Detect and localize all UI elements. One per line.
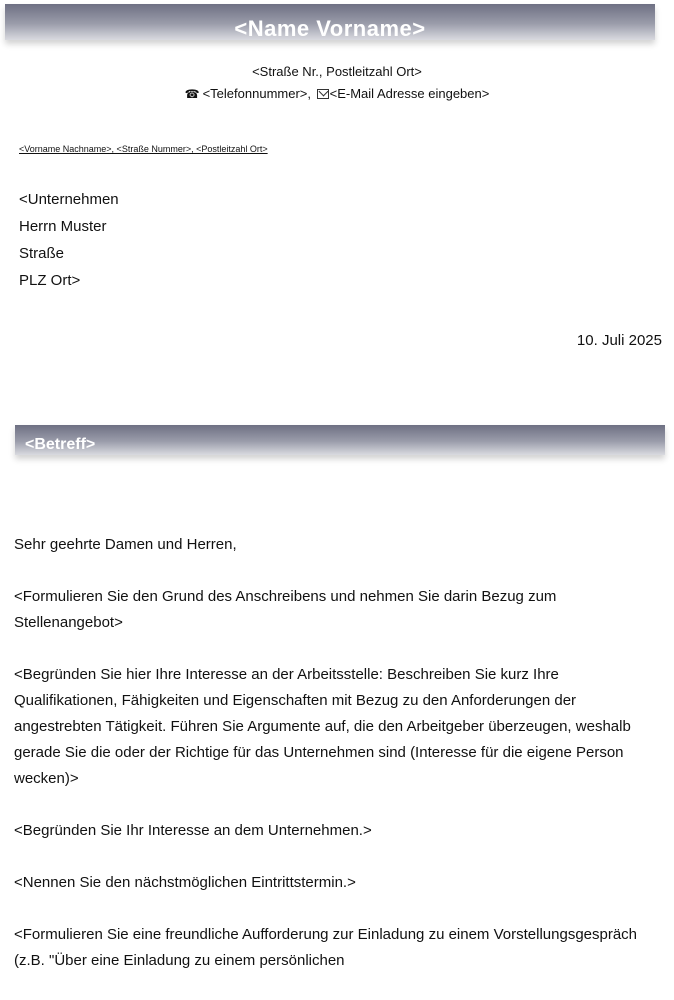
recipient-line: <Unternehmen <box>19 191 119 208</box>
header-address: <Straße Nr., Postleitzahl Ort> <box>252 64 422 79</box>
sender-return-address: <Vorname Nachname>, <Straße Nummer>, <Postleitzahl Ort> <box>19 144 268 154</box>
letter-body <box>14 532 664 1000</box>
envelope-icon <box>317 89 329 99</box>
salutation: Sehr geehrte Damen und Herren, <box>14 536 237 553</box>
letter-date: 10. Juli 2025 <box>576 332 662 349</box>
header-contact-line <box>0 86 674 101</box>
recipient-line: PLZ Ort> <box>19 272 81 289</box>
applicant-name: <Name Vorname> <box>234 16 426 40</box>
body-paragraph: <Begründen Sie Ihr Interesse an dem Unternehmen.> <box>14 822 372 839</box>
name-banner <box>5 4 655 40</box>
header-separator: , <box>307 86 311 101</box>
body-paragraph: <Nennen Sie den nächstmöglichen Eintrittstermin.> <box>14 874 356 891</box>
recipient-line: Herrn Muster <box>19 218 107 235</box>
recipient-address <box>19 186 119 294</box>
body-paragraph: <Formulieren Sie eine freundliche Aufforderung zur Einladung zu einem Vorstellungsgespräch (z.B. "Über eine Einladung zu einem persönlichen <box>14 926 638 969</box>
telephone-icon: ☎ <box>184 87 200 101</box>
subject-text: <Betreff> <box>25 436 96 453</box>
header-email: <E-Mail Adresse eingeben> <box>329 86 490 101</box>
body-paragraph: <Formulieren Sie den Grund des Anschreibens und nehmen Sie darin Bezug zum Stellenangebot> <box>14 588 557 631</box>
body-paragraph: <Begründen Sie hier Ihre Interesse an der Arbeitsstelle: Beschreiben Sie kurz Ihre Qualifikationen, Fähigkeiten und Eigenschaften mit Bezug zu den Anforderungen der angestrebten Tätigkeit. Führen Sie Argumente auf, die den Arbeitgeber überzeugen, weshalb gerade Sie die oder der Richtige für das Unternehmen sind (Interesse für die eigene Person wecken)> <box>14 666 631 787</box>
header-phone: <Telefonnummer> <box>202 86 308 101</box>
recipient-line: Straße <box>19 245 65 262</box>
subject-banner <box>15 425 665 455</box>
